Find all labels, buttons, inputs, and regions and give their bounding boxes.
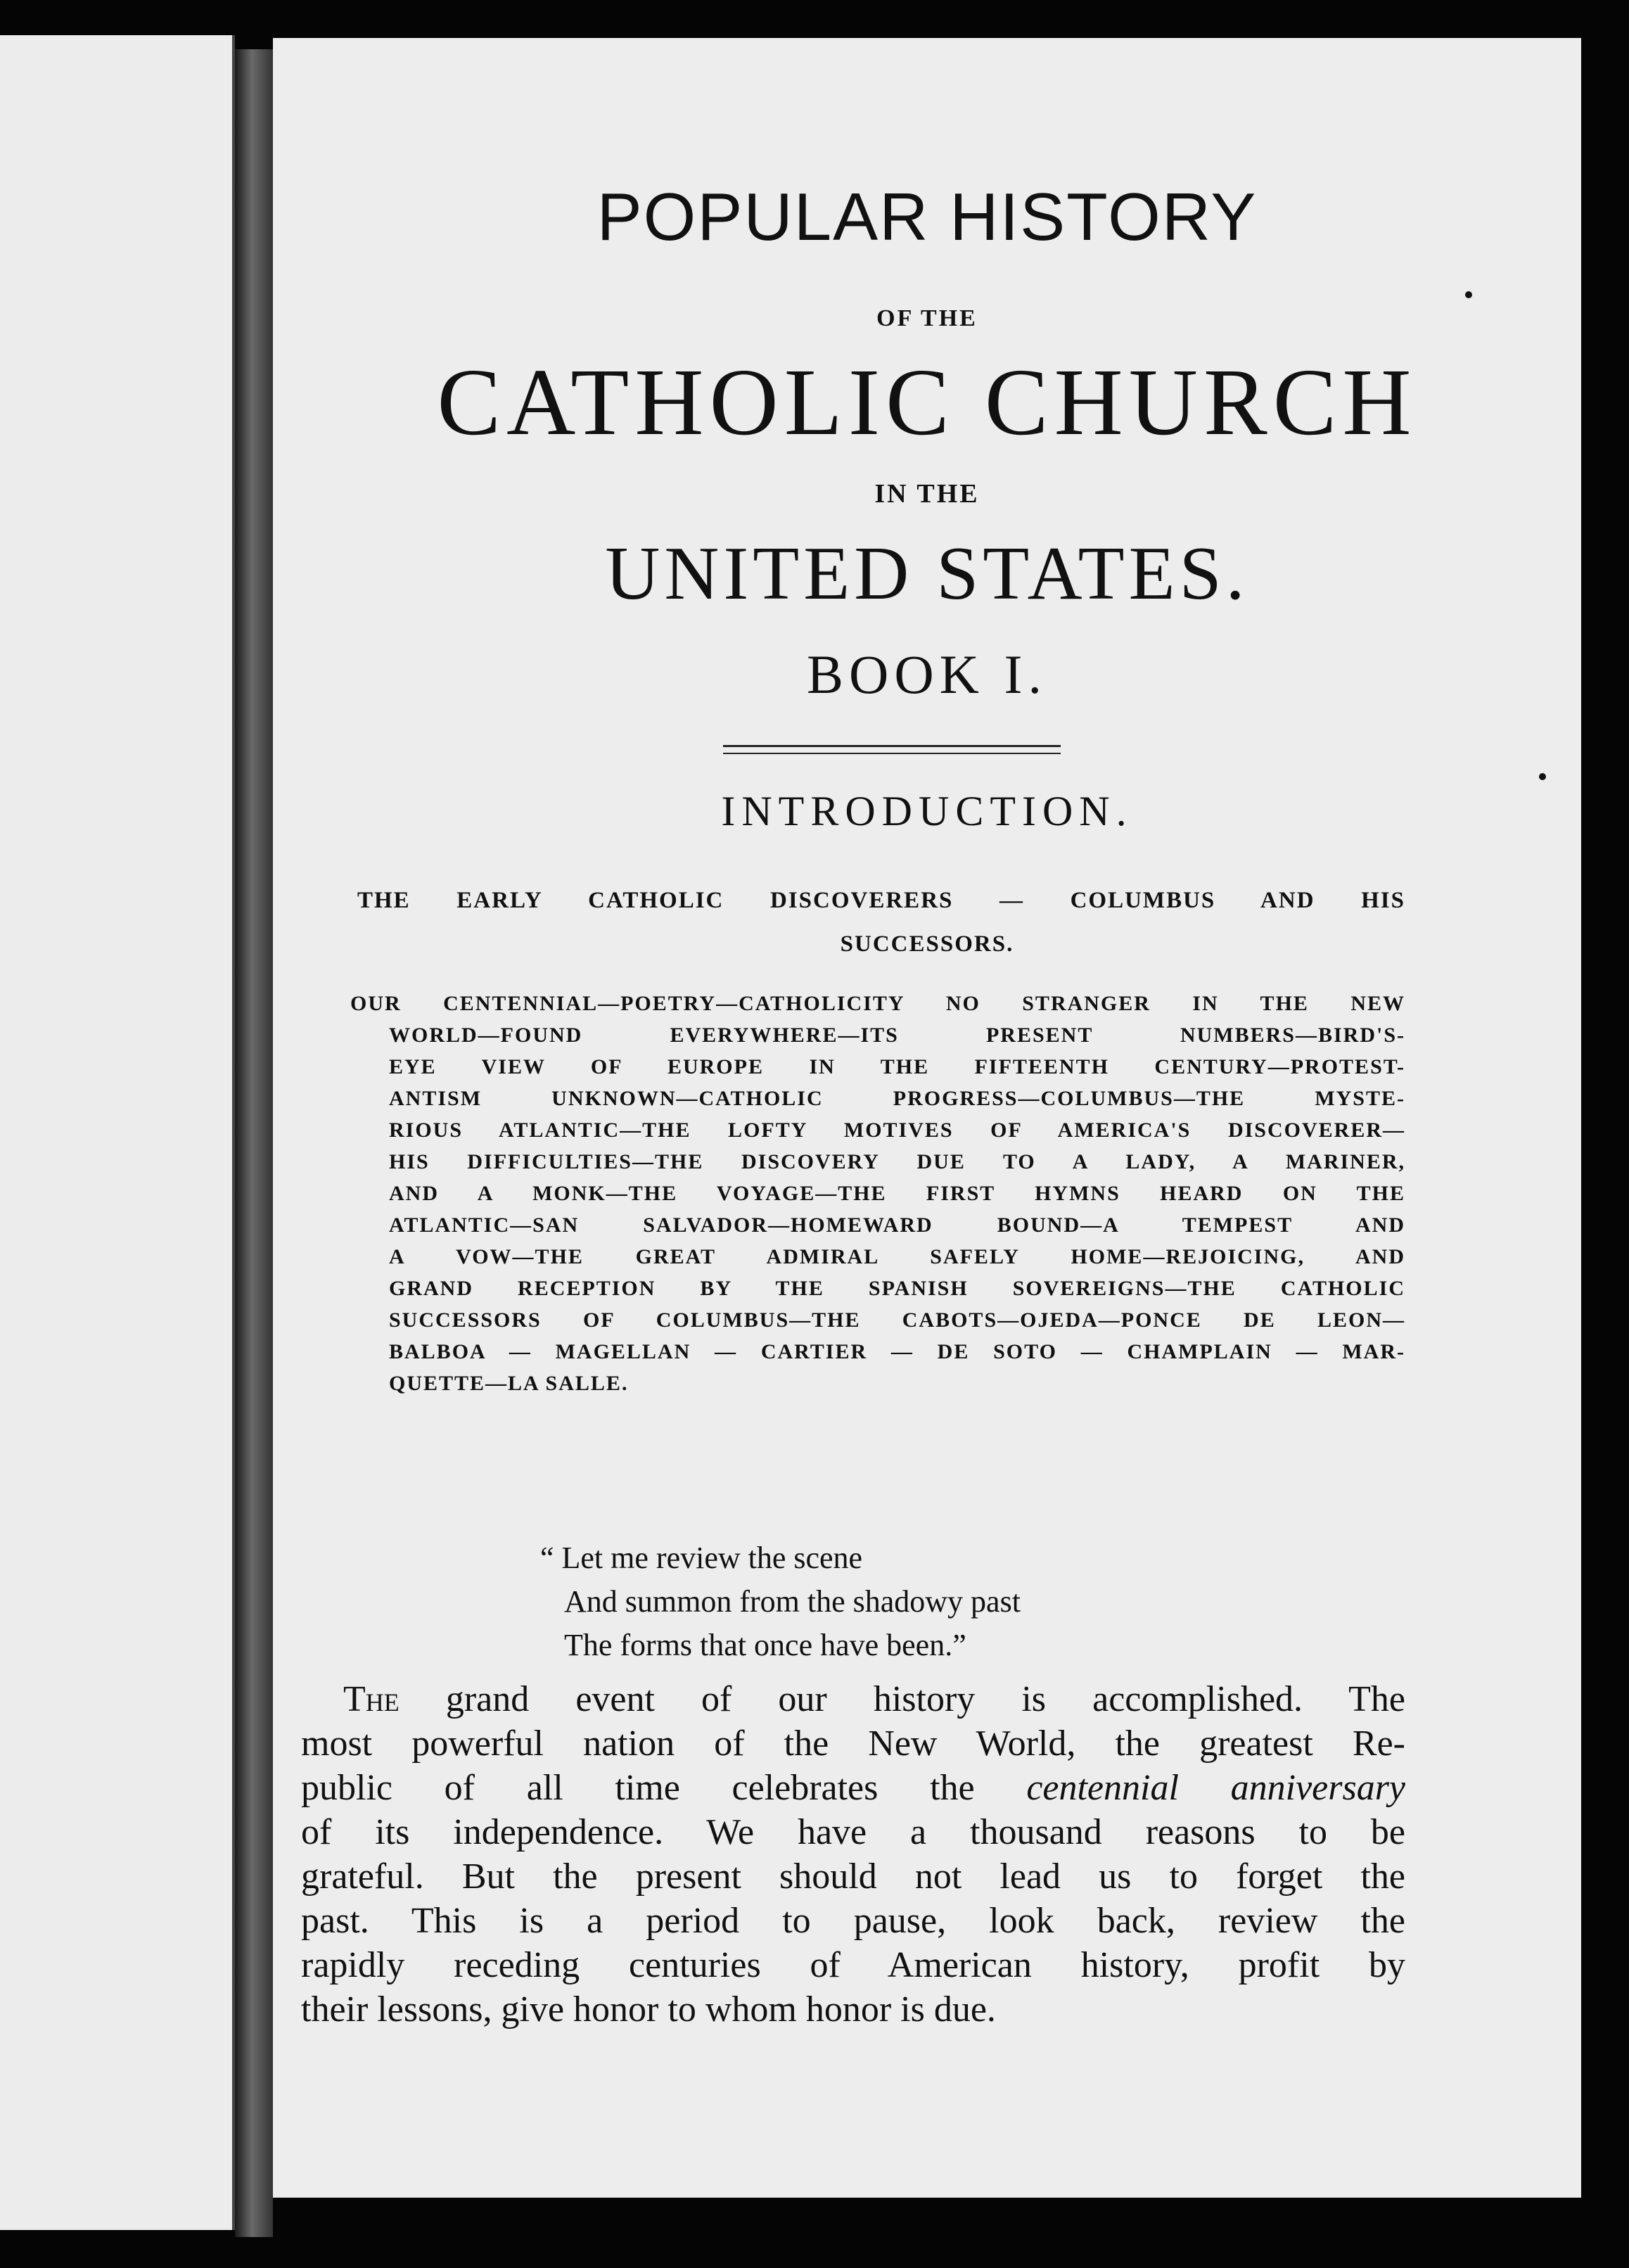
body-line: grateful. But the present should not lead us to forget the	[301, 1856, 1405, 1897]
verse-line: The forms that once have been.”	[564, 1628, 966, 1662]
summary-line: AND A MONK—THE VOYAGE—THE FIRST HYMNS HEARD ON THE	[389, 1182, 1405, 1205]
body-line: their lessons, give honor to whom honor is due.	[301, 1989, 996, 2030]
summary-line: GRAND RECEPTION BY THE SPANISH SOVEREIGNS—THE CATHOLIC	[389, 1277, 1405, 1300]
divider-rule	[723, 745, 1061, 754]
body-line: rapidly receding centuries of American history, profit by	[301, 1945, 1405, 1985]
summary-line: OUR CENTENNIAL—POETRY—CATHOLICITY NO STRANGER IN THE NEW	[350, 992, 1405, 1015]
title-page	[273, 38, 1581, 2198]
summary-line: QUETTE—LA SALLE.	[389, 1372, 629, 1395]
summary-line: EYE VIEW OF EUROPE IN THE FIFTEENTH CENTURY—PROTEST-	[389, 1055, 1405, 1078]
body-paragraph	[301, 1677, 1405, 2032]
book-number: BOOK I.	[807, 644, 1047, 705]
scan-speck	[1465, 291, 1472, 298]
verse-line: “ Let me review the scene	[540, 1541, 863, 1575]
drop-word: The	[343, 1679, 400, 1719]
verse-line: And summon from the shadowy past	[564, 1584, 1021, 1619]
title-line-catholic-church: CATHOLIC CHURCH	[437, 350, 1417, 455]
chapter-heading: INTRODUCTION.	[721, 788, 1133, 834]
body-line-text: public of all time celebrates the	[301, 1768, 975, 1808]
scan-speck	[1539, 773, 1546, 780]
summary-line: BALBOA — MAGELLAN — CARTIER — DE SOTO — CHAMPLAIN — MAR-	[389, 1340, 1405, 1363]
body-line-text: grand event of our history is accomplished. The	[445, 1679, 1405, 1719]
title-line-in-the: IN THE	[874, 479, 980, 509]
book-spine-shadow	[235, 49, 273, 2237]
summary-line: HIS DIFFICULTIES—THE DISCOVERY DUE TO A LADY, A MARINER,	[389, 1150, 1405, 1173]
emphasis-text: centennial anniversary	[1026, 1768, 1405, 1808]
chapter-subtitle-line-1: THE EARLY CATHOLIC DISCOVERERS — COLUMBUS AND HIS	[357, 888, 1405, 913]
title-line-of-the: OF THE	[876, 305, 978, 331]
chapter-summary	[350, 988, 1405, 1399]
summary-line: SUCCESSORS OF COLUMBUS—THE CABOTS—OJEDA—PONCE DE LEON—	[389, 1308, 1405, 1332]
body-line: of its independence. We have a thousand reasons to be	[301, 1812, 1405, 1852]
summary-line: WORLD—FOUND EVERYWHERE—ITS PRESENT NUMBERS—BIRD'S-	[389, 1024, 1405, 1047]
summary-line: ATLANTIC—SAN SALVADOR—HOMEWARD BOUND—A TEMPEST AND	[389, 1213, 1405, 1237]
title-line-united-states: UNITED STATES.	[605, 532, 1249, 616]
summary-line: ANTISM UNKNOWN—CATHOLIC PROGRESS—COLUMBUS—THE MYSTE-	[389, 1087, 1405, 1110]
body-line: most powerful nation of the New World, the greatest Re-	[301, 1724, 1405, 1764]
summary-line: RIOUS ATLANTIC—THE LOFTY MOTIVES OF AMERICA'S DISCOVERER—	[389, 1119, 1405, 1142]
chapter-subtitle-line-2: SUCCESSORS.	[840, 931, 1014, 957]
epigraph-verse	[540, 1536, 1021, 1667]
left-page-edge	[0, 35, 235, 2230]
title-line-popular-history: POPULAR HISTORY	[596, 179, 1258, 255]
page-content	[273, 38, 1581, 2198]
body-line	[301, 1677, 1405, 1721]
body-line	[301, 1766, 1405, 1810]
body-line: past. This is a period to pause, look back, review the	[301, 1901, 1405, 1941]
summary-line: A VOW—THE GREAT ADMIRAL SAFELY HOME—REJOICING, AND	[389, 1245, 1405, 1268]
